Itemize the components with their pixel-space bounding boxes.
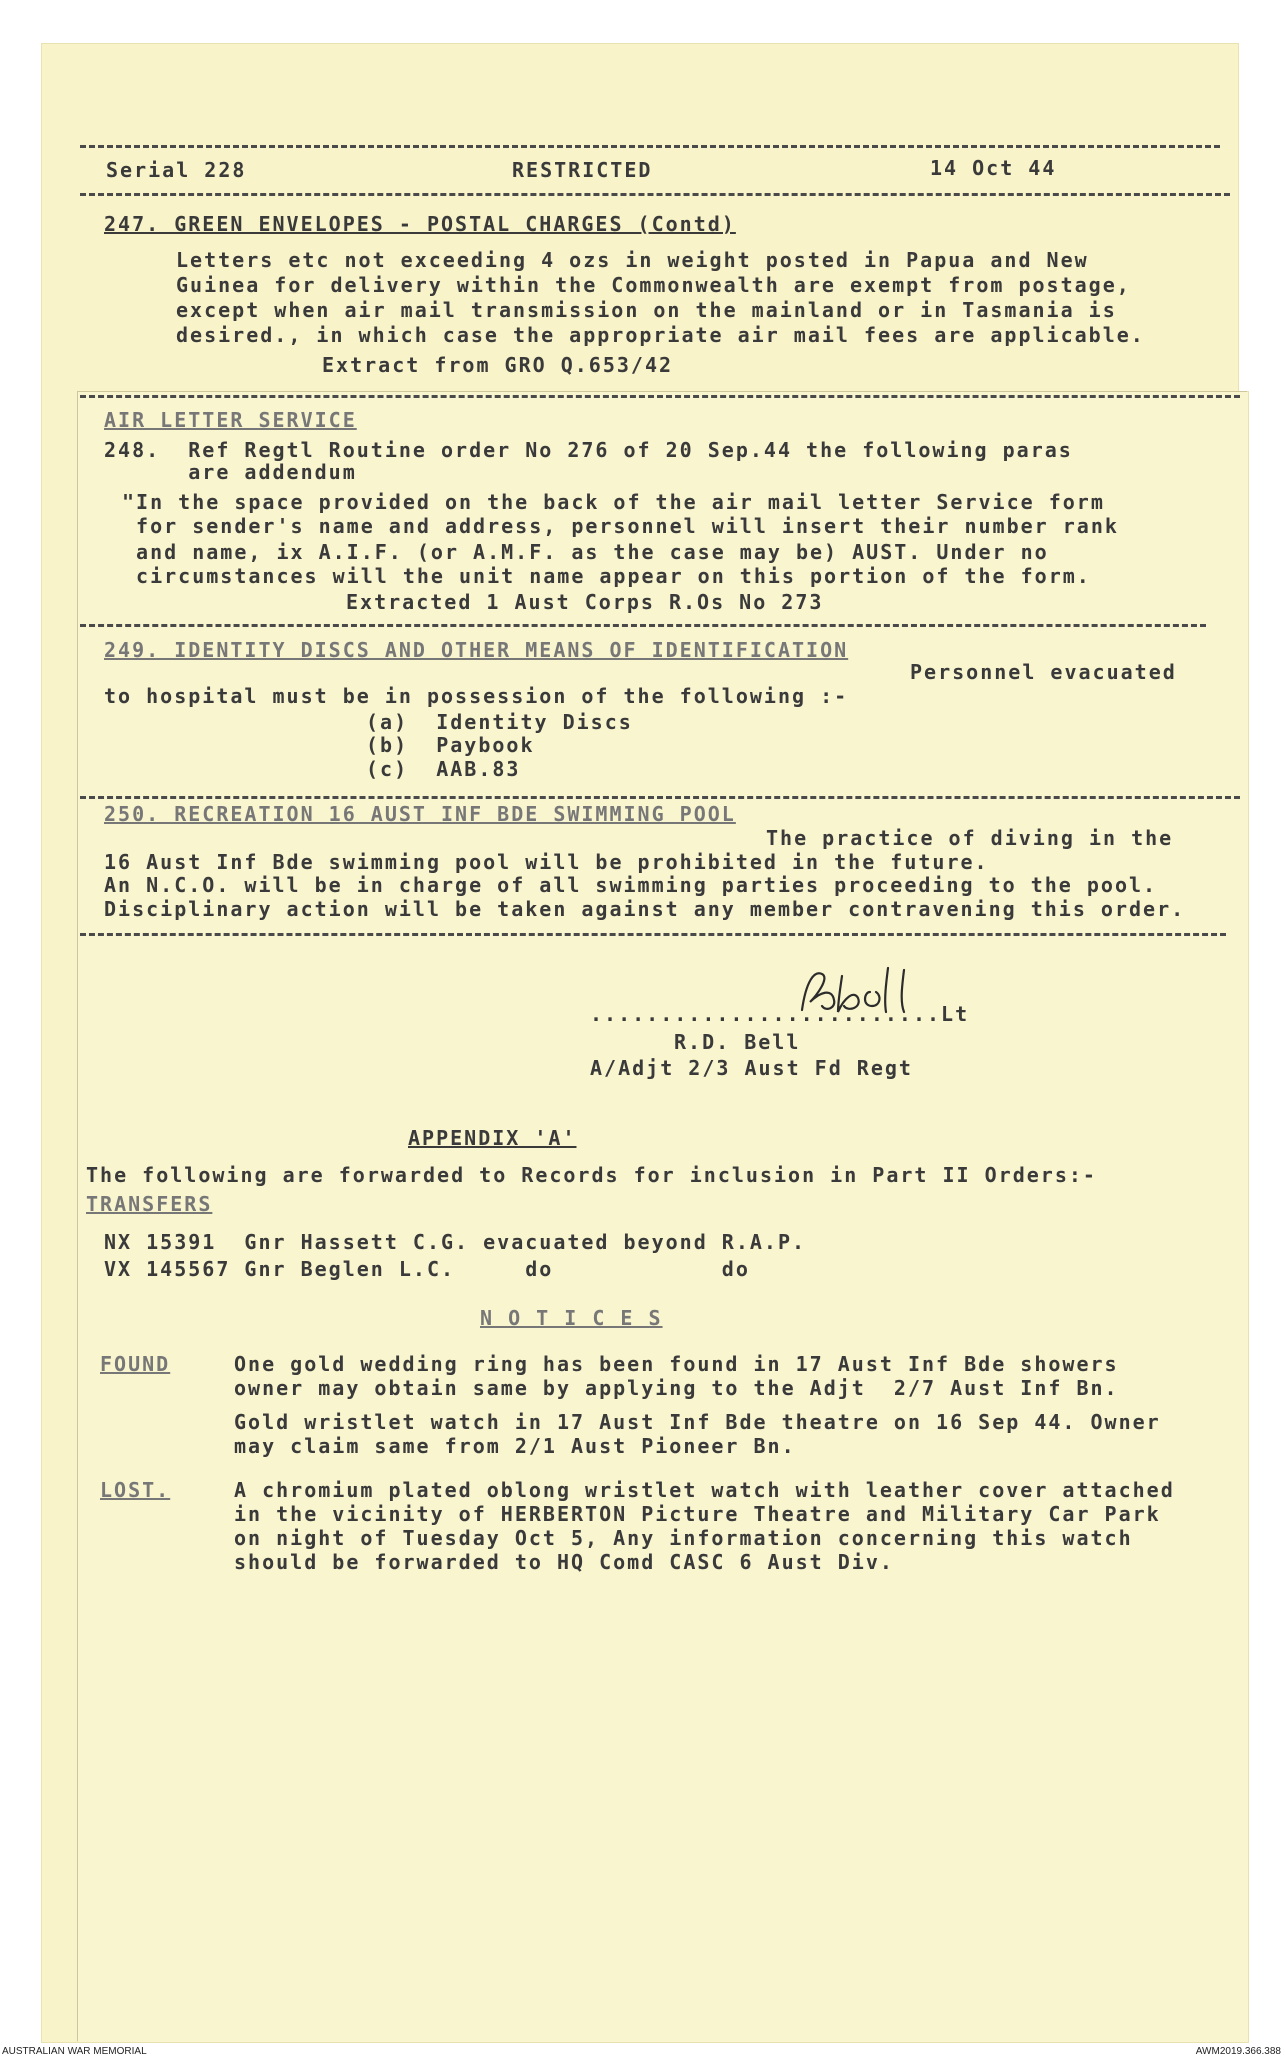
- signatory-name: R.D. Bell: [674, 1030, 801, 1054]
- para-250-line: 16 Aust Inf Bde swimming pool will be prohibited in the future.: [104, 850, 989, 874]
- para-250-heading: 250. RECREATION 16 AUST INF BDE SWIMMING POOL: [104, 802, 736, 826]
- signature-dots: .........................Lt: [590, 1002, 970, 1026]
- document-date: 14 Oct 44: [930, 156, 1057, 180]
- lost-notice-line: should be forwarded to HQ Comd CASC 6 Aust Div.: [234, 1550, 894, 1574]
- appendix-intro: The following are forwarded to Records for inclusion in Part II Orders:-: [86, 1163, 1097, 1187]
- para-248-line: and name, ix A.I.F. (or A.M.F. as the case may be) AUST. Under no: [122, 540, 1049, 564]
- header-rule-bottom: [80, 193, 1230, 196]
- para-248-line: circumstances will the unit name appear on this portion of the form.: [122, 564, 1091, 588]
- para-247-line: Letters etc not exceeding 4 ozs in weight posted in Papua and New: [176, 248, 1089, 272]
- found-notice-line: Gold wristlet watch in 17 Aust Inf Bde theatre on 16 Sep 44. Owner: [234, 1410, 1161, 1434]
- para-247-heading: 247. GREEN ENVELOPES - POSTAL CHARGES (Contd): [104, 212, 736, 236]
- para-249-item: (c) AAB.83: [366, 757, 521, 781]
- found-label: FOUND: [100, 1352, 171, 1376]
- para-247-line: except when air mail transmission on the mainland or in Tasmania is: [176, 298, 1117, 322]
- footer-archive-name: AUSTRALIAN WAR MEMORIAL: [2, 2046, 147, 2057]
- para-247-source: Extract from GRO Q.653/42: [322, 353, 674, 377]
- serial-number: Serial 228: [106, 158, 247, 182]
- appendix-heading: APPENDIX 'A': [408, 1126, 577, 1150]
- lost-label: LOST.: [100, 1478, 171, 1502]
- lost-notice-line: on night of Tuesday Oct 5, Any information concerning this watch: [234, 1526, 1133, 1550]
- para-247-line: Guinea for delivery within the Commonwealth are exempt from postage,: [176, 273, 1131, 297]
- para-249-line: to hospital must be in possession of the following :-: [104, 684, 849, 708]
- classification: RESTRICTED: [512, 158, 653, 182]
- section-rule: [80, 796, 1240, 799]
- signatory-title: A/Adjt 2/3 Aust Fd Regt: [590, 1056, 913, 1080]
- found-notice-line: owner may obtain same by applying to the Adjt 2/7 Aust Inf Bn.: [234, 1376, 1119, 1400]
- para-248-line: for sender's name and address, personnel will insert their number rank: [122, 514, 1119, 538]
- footer-accession-number: AWM2019.366.388: [1195, 2046, 1281, 2057]
- transfers-heading: TRANSFERS: [86, 1192, 213, 1216]
- para-248-line: are addendum: [104, 460, 357, 484]
- para-250-line: Disciplinary action will be taken against any member contravening this order.: [104, 897, 1186, 921]
- section-rule: [80, 933, 1226, 936]
- found-notice-line: One gold wedding ring has been found in 17 Aust Inf Bde showers: [234, 1352, 1119, 1376]
- para-250-line: An N.C.O. will be in charge of all swimming parties proceeding to the pool.: [104, 873, 1158, 897]
- transfer-entry: VX 145567 Gnr Beglen L.C. do do: [104, 1257, 750, 1281]
- para-248-line: "In the space provided on the back of the air mail letter Service form: [122, 490, 1105, 514]
- lost-notice-line: A chromium plated oblong wristlet watch with leather cover attached: [234, 1478, 1175, 1502]
- section-rule: [80, 395, 1240, 398]
- transfer-entry: NX 15391 Gnr Hassett C.G. evacuated beyond R.A.P.: [104, 1230, 807, 1254]
- para-249-lead: Personnel evacuated: [910, 660, 1177, 684]
- lost-notice-line: in the vicinity of HERBERTON Picture Theatre and Military Car Park: [234, 1502, 1161, 1526]
- para-248-line: 248. Ref Regtl Routine order No 276 of 20 Sep.44 the following paras: [104, 438, 1073, 462]
- para-248-source: Extracted 1 Aust Corps R.Os No 273: [346, 590, 824, 614]
- para-250-lead: The practice of diving in the: [766, 826, 1174, 850]
- para-248-heading: AIR LETTER SERVICE: [104, 408, 357, 432]
- notices-heading: N O T I C E S: [480, 1306, 663, 1330]
- para-247-line: desired., in which case the appropriate air mail fees are applicable.: [176, 323, 1145, 347]
- header-rule-top: [80, 145, 1220, 148]
- section-rule: [80, 624, 1206, 627]
- para-249-item: (b) Paybook: [366, 733, 535, 757]
- para-249-heading: 249. IDENTITY DISCS AND OTHER MEANS OF IDENTIFICATION: [104, 638, 849, 662]
- para-249-item: (a) Identity Discs: [366, 710, 633, 734]
- found-notice-line: may claim same from 2/1 Aust Pioneer Bn.: [234, 1434, 796, 1458]
